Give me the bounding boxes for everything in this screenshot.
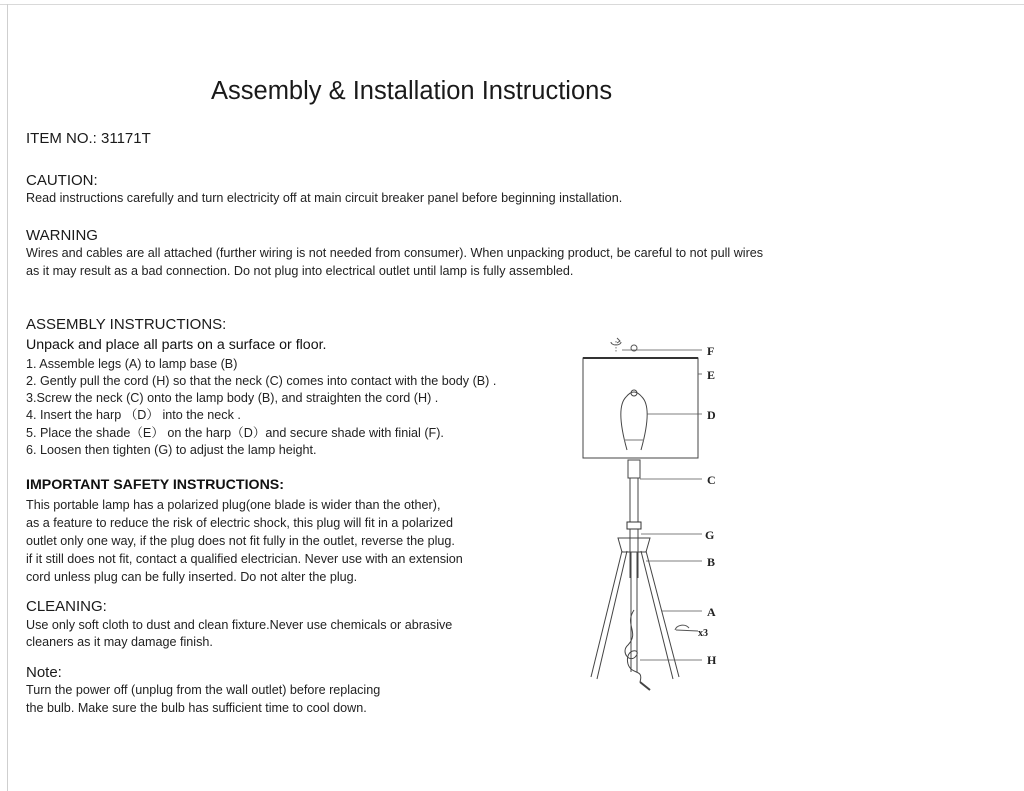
label-b: B	[707, 555, 716, 569]
page-title: Assembly & Installation Instructions	[211, 77, 613, 105]
note-line: the bulb. Make sure the bulb has sufficient time to cool down.	[26, 701, 367, 715]
page-edge-left	[7, 4, 8, 791]
assembly-subheading: Unpack and place all parts on a surface or floor.	[26, 337, 327, 353]
diagram-labels	[690, 335, 730, 675]
cleaning-line: Use only soft cloth to dust and clean fixture.Never use chemicals or abrasive	[26, 618, 453, 632]
note-line: Turn the power off (unplug from the wall outlet) before replacing	[26, 683, 381, 697]
warning-line: Wires and cables are all attached (further wiring is not needed from consumer). When unpacking product, be careful to not pull wires	[26, 246, 764, 260]
neck-part	[628, 460, 640, 522]
label-e: E	[707, 368, 716, 382]
label-h: H	[707, 653, 717, 667]
label-a: A	[707, 605, 716, 619]
assembly-step: 2. Gently pull the cord (H) so that the neck (C) comes into contact with the body (B) .	[26, 374, 497, 388]
page-edge-top	[0, 4, 1024, 5]
warning-heading: WARNING	[26, 227, 98, 244]
safety-line: as a feature to reduce the risk of electric shock, this plug will fit in a polarized	[26, 516, 453, 530]
label-c: C	[707, 473, 716, 487]
safety-heading: IMPORTANT SAFETY INSTRUCTIONS:	[26, 477, 284, 493]
cleaning-line: cleaners as it may damage finish.	[26, 635, 213, 649]
assembly-step: 5. Place the shade（E） on the harp（D）and secure shade with finial (F).	[26, 426, 444, 440]
item-number: ITEM NO.: 31171T	[26, 130, 151, 147]
cleaning-heading: CLEANING:	[26, 598, 107, 615]
warning-line: as it may result as a bad connection. Do not plug into electrical outlet until lamp is fully assembled.	[26, 264, 574, 278]
assembly-step: 4. Insert the harp （D） into the neck .	[26, 408, 241, 422]
assembly-heading: ASSEMBLY INSTRUCTIONS:	[26, 316, 227, 333]
safety-line: if it still does not fit, contact a qualified electrician. Never use with an extension	[26, 552, 463, 566]
caution-heading: CAUTION:	[26, 172, 98, 189]
safety-line: This portable lamp has a polarized plug(one blade is wider than the other),	[26, 498, 441, 512]
assembly-step: 3.Screw the neck (C) onto the lamp body (B), and straighten the cord (H) .	[26, 391, 439, 405]
label-x3: x3	[698, 628, 708, 639]
safety-line: outlet only one way, if the plug does not fit fully in the outlet, reverse the plug.	[26, 534, 455, 548]
label-f: F	[707, 344, 715, 358]
harp-part	[621, 390, 647, 450]
safety-line: cord unless plug can be fully inserted. Do not alter the plug.	[26, 570, 358, 584]
label-g: G	[705, 528, 715, 542]
assembly-step: 1. Assemble legs (A) to lamp base (B)	[26, 357, 238, 371]
assembly-step: 6. Loosen then tighten (G) to adjust the lamp height.	[26, 443, 317, 457]
label-d: D	[707, 408, 716, 422]
caution-text: Read instructions carefully and turn electricity off at main circuit breaker panel before beginning installation.	[26, 191, 623, 205]
note-heading: Note:	[26, 664, 62, 681]
adjuster-part	[627, 522, 641, 529]
shade-part	[583, 358, 698, 458]
cord-part	[625, 610, 650, 690]
